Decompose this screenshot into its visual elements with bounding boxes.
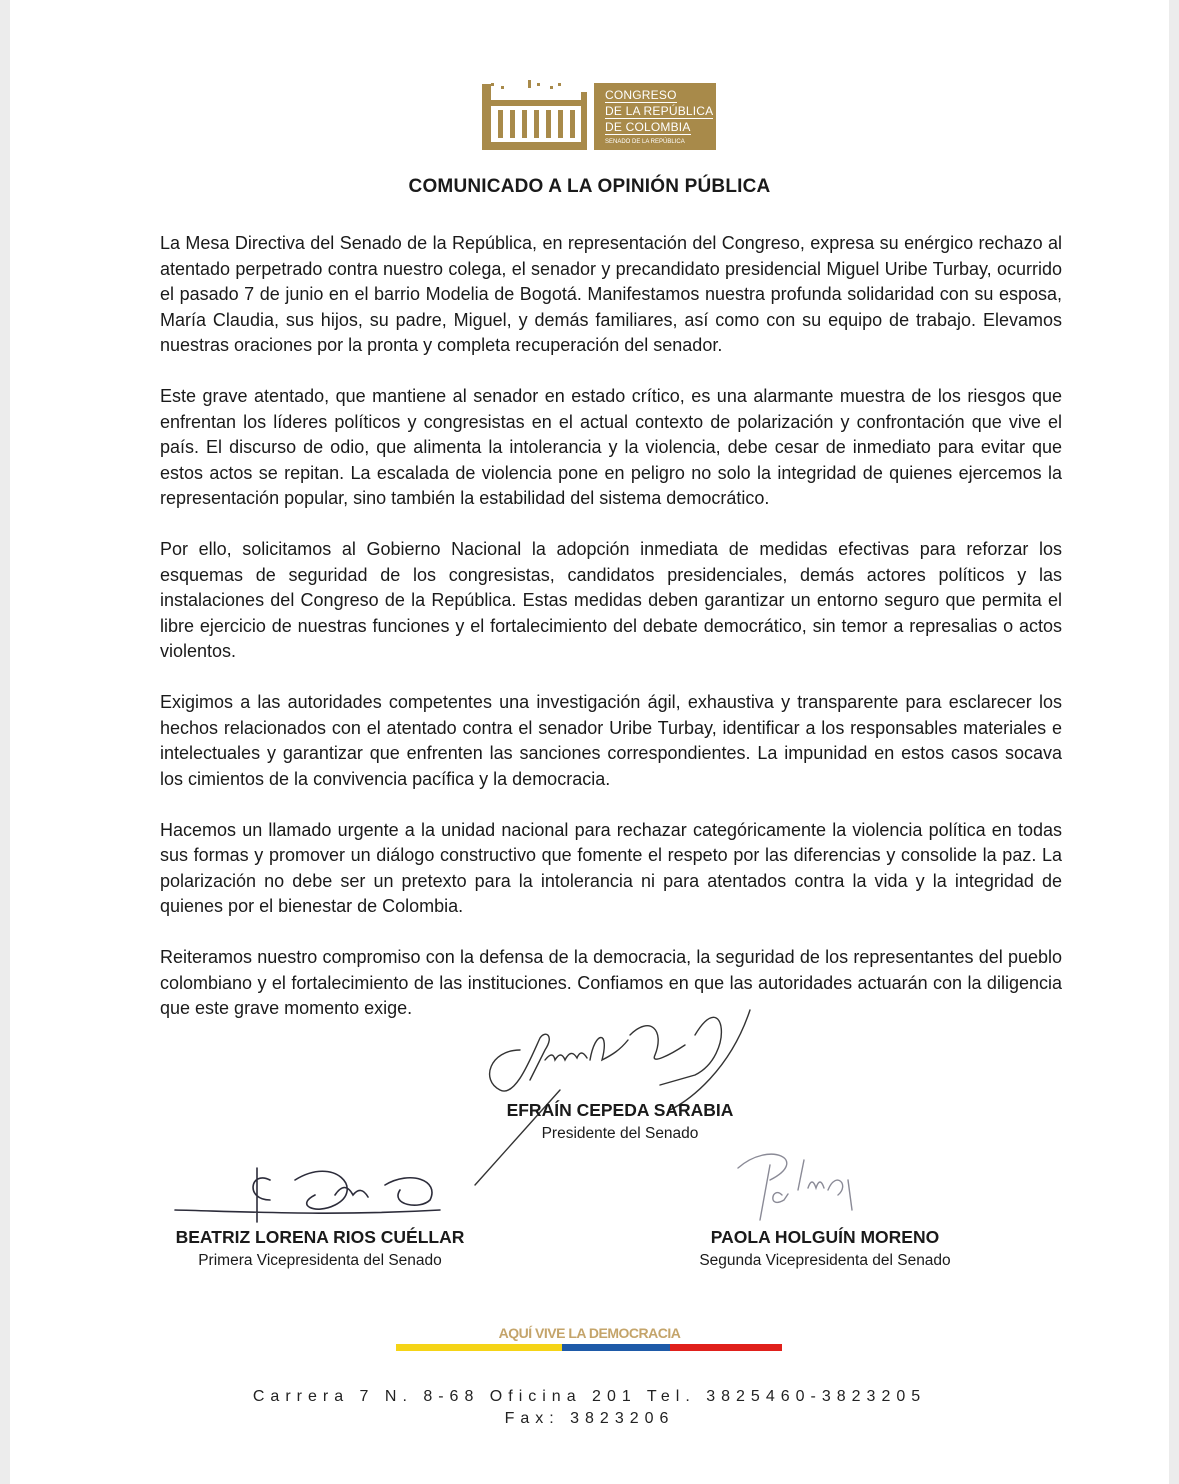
address-line-1: Carrera 7 N. 8-68 Oficina 201 Tel. 3825460-3823205 <box>252 1388 927 1405</box>
address-line-2: Fax: 3823206 <box>504 1410 675 1427</box>
paragraph-6: Reiteramos nuestro compromiso con la defensa de la democracia, la seguridad de los representantes del pueblo colombiano y el fortalecimiento de las instituciones. Confiamos en que las autoridades actuarán con la diligencia que este grave momento exige. <box>160 947 1062 1018</box>
logo-line-3: DE COLOMBIA <box>605 120 691 134</box>
paragraph-4: Exigimos a las autoridades competentes una investigación ágil, exhaustiva y transparente para esclarecer los hechos relacionados con el atentado contra el senador Uribe Turbay, identificar a los responsables materiales e intelectuales y garantizar que enfrenten las sanciones correspondientes. La impunidad en estos casos socava los cimientos de la convivencia pacífica y la democracia. <box>160 692 1062 789</box>
paragraph-1: La Mesa Directiva del Senado de la República, en representación del Congreso, expresa su enérgico rechazo al atentado perpetrado contra nuestro colega, el senador y precandidato presidencial Miguel Uribe Turbay, ocurrido el pasado 7 de junio en el barrio Modelia de Bogotá. Manifestamos nuestra profunda solidaridad con su esposa, María Claudia, sus hijos, su padre, Miguel, y demás familiares, así como con su equipo de trabajo. Elevamos nuestras oraciones por la pronta y completa recuperación del senador. <box>160 233 1062 355</box>
document-page <box>10 0 1169 1484</box>
president-signature-icon <box>460 990 770 1190</box>
document-body <box>160 231 1062 1047</box>
first-vp-name: BEATRIZ LORENA RIOS CUÉLLAR <box>175 1227 465 1247</box>
logo-line-2: DE LA REPÚBLICA <box>605 104 714 118</box>
flag-blue-band <box>562 1344 670 1351</box>
congress-logo <box>482 80 718 154</box>
president-role: Presidente del Senado <box>541 1125 699 1142</box>
footer-motto: AQUÍ VIVE LA DEMOCRACIA <box>498 1325 681 1341</box>
paragraph-5: Hacemos un llamado urgente a la unidad nacional para rechazar categóricamente la violencia política en todas sus formas y promover un diálogo constructivo que fomente el respeto por las diferencias y consolide la paz. La polarización no debe ser un pretexto para la intolerancia ni para atentados contra la vida y la integridad de quienes por el bienestar de Colombia. <box>160 819 1062 916</box>
document-title: COMUNICADO A LA OPINIÓN PÚBLICA <box>408 176 771 197</box>
first-vp-role: Primera Vicepresidenta del Senado <box>198 1252 442 1269</box>
flag-red-band <box>670 1344 782 1351</box>
second-vp-signature-block <box>665 1225 985 1273</box>
president-signature-block <box>470 1098 770 1146</box>
second-vp-role: Segunda Vicepresidenta del Senado <box>699 1252 951 1269</box>
logo-text-box <box>594 83 716 150</box>
logo-line-1: CONGRESO <box>605 88 677 102</box>
second-vp-signature-icon <box>730 1140 880 1230</box>
flag-yellow-band <box>396 1344 562 1351</box>
second-vp-name: PAOLA HOLGUÍN MORENO <box>710 1227 940 1247</box>
capitol-building-icon <box>482 80 592 154</box>
logo-line-4: SENADO DE LA REPÚBLICA <box>605 139 685 145</box>
paragraph-3: Por ello, solicitamos al Gobierno Nacional la adopción inmediata de medidas efectivas para reforzar los esquemas de seguridad de los congresistas, candidatos presidenciales, demás actores políticos y las instalaciones del Congreso de la República. Estas medidas deben garantizar un entorno seguro que permita el libre ejercicio de nuestras funciones y el fortalecimiento del debate democrático, sin temor a represalias o actos violentos. <box>160 539 1062 661</box>
president-name: EFRAÍN CEPEDA SARABIA <box>506 1100 734 1120</box>
paragraph-2: Este grave atentado, que mantiene al senador en estado crítico, es una alarmante muestra de los riesgos que enfrentan los líderes políticos y congresistas en el actual contexto de polarización y confrontación que vive el país. El discurso de odio, que alimenta la intolerancia y la violencia, debe cesar de inmediato para evitar que estos actos se repitan. La escalada de violencia pone en peligro no solo la integridad de quienes ejercemos la representación popular, sino también la estabilidad del sistema democrático. <box>160 386 1062 508</box>
footer-address <box>10 1386 1169 1430</box>
colombia-flag-stripe <box>396 1344 782 1351</box>
first-vp-signature-block <box>160 1225 480 1273</box>
